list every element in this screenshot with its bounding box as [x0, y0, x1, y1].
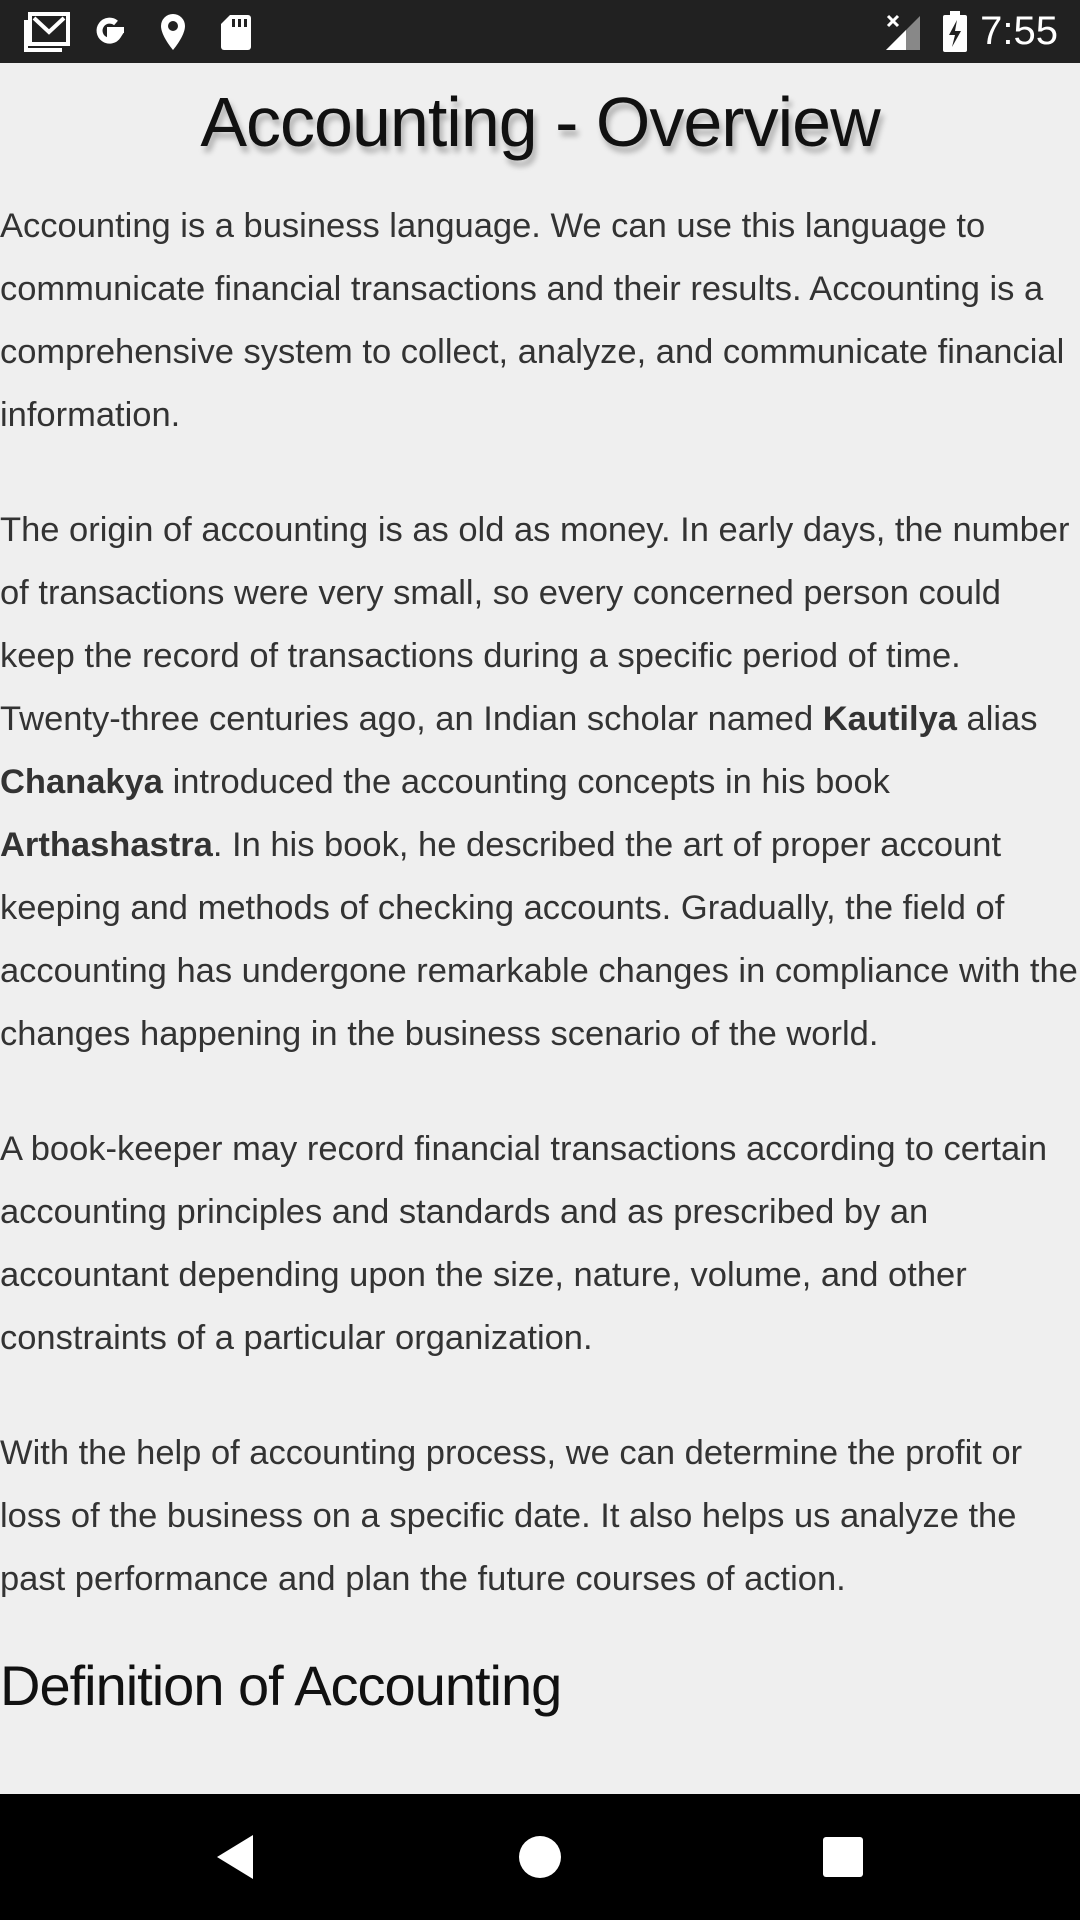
paragraph-2-text: The origin of accounting is as old as money. In early days, the number of transactions were very small, so every concerned person could keep the record of transactions during a specific period of time. Twenty-three centuries ago, an Indian scholar named — [0, 511, 1070, 738]
home-icon[interactable] — [480, 1794, 600, 1920]
arthashastra-bold: Arthashastra — [0, 826, 213, 864]
signal-icon — [884, 0, 922, 63]
paragraph-3: A book-keeper may record financial transactions according to certain accounting principles and standards and as prescribed by an accountant depending upon the size, nature, volume, and other constraints of a particular organization. — [0, 1130, 1048, 1357]
google-icon — [90, 0, 130, 63]
battery-charging-icon — [942, 0, 968, 63]
page-title: Accounting - Overview — [200, 83, 880, 161]
status-bar — [0, 0, 1080, 63]
gmail-icon — [24, 0, 70, 63]
navigation-bar — [0, 1794, 1080, 1920]
status-time: 7:55 — [980, 9, 1058, 53]
section-heading: Definition of Accounting — [0, 1654, 562, 1717]
kautilya-bold: Kautilya — [822, 700, 957, 738]
paragraph-1: Accounting is a business language. We can use this language to communicate financial transactions and their results. Accounting is a comprehensive system to collect, analyze, and communicate financial information. — [0, 207, 1065, 434]
article-content[interactable] — [0, 63, 1080, 1794]
chanakya-bold: Chanakya — [0, 763, 163, 801]
back-icon[interactable] — [175, 1794, 295, 1920]
paragraph-2-text: alias — [956, 700, 1038, 738]
paragraph-2-text: . In his book, he described the art of proper account keeping and methods of checking accounts. Gradually, the field of accounting has undergone remarkable changes in compliance with the changes happening in the business scenario of the world. — [0, 826, 1078, 1053]
location-icon — [158, 0, 188, 63]
paragraph-2 — [0, 499, 1080, 1066]
paragraph-2-text: introduced the accounting concepts in his book — [163, 763, 890, 801]
sd-card-icon — [220, 0, 252, 63]
recents-icon[interactable] — [783, 1794, 903, 1920]
paragraph-4: With the help of accounting process, we can determine the profit or loss of the business on a specific date. It also helps us analyze the past performance and plan the future courses of action. — [0, 1434, 1023, 1598]
